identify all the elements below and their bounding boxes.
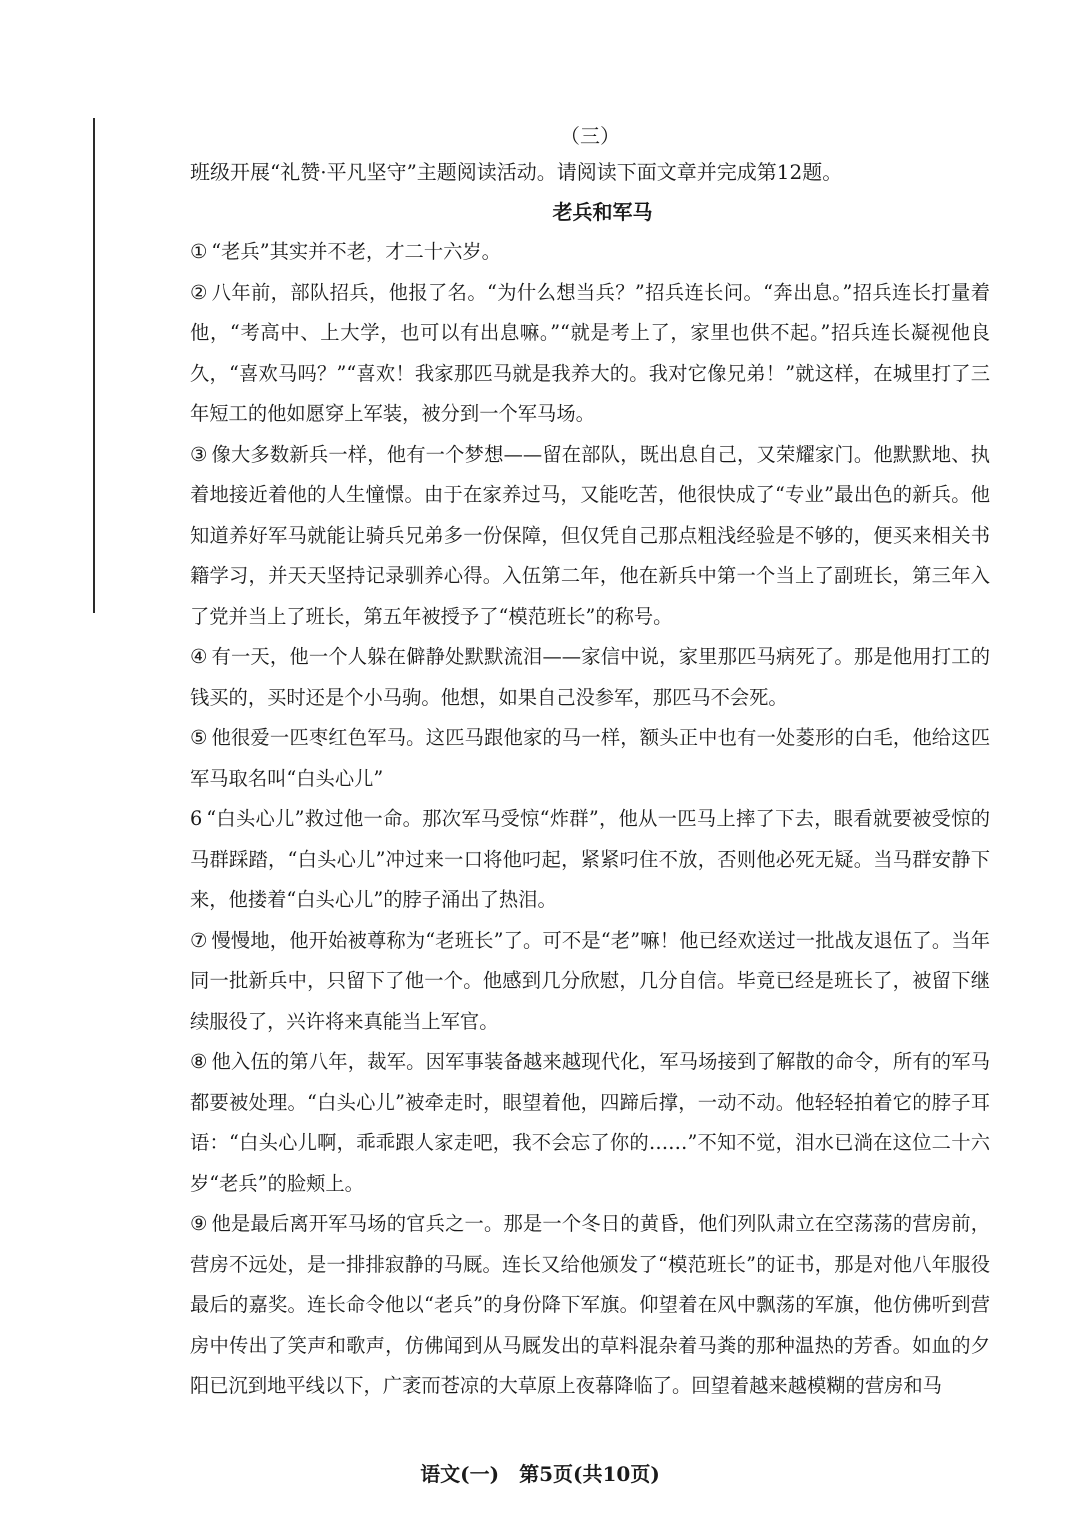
paragraph-number: ⑨ — [190, 1212, 208, 1235]
page-footer: 语文(一) 第5页(共10页) — [420, 1462, 660, 1486]
paragraph-text: “白头心儿”救过他一命。那次军马受惊“炸群”，他从一匹马上摔了下去，眼看就要被受惊的马群踩踏，“白头心儿”冲过来一口将他叼起，紧紧叼住不放，否则他必死无疑。当马群安静下来，他搂着“白头心儿”的脖子涌出了热泪。 — [190, 807, 990, 911]
paragraph-text: 像大多数新兵一样，他有一个梦想——留在部队，既出息自己，又荣耀家门。他默默地、执着地接近着他的人生憧憬。由于在家养过马，又能吃苦，他很快成了“专业”最出色的新兵。他知道养好军马就能让骑兵兄弟多一份保障，但仅凭自己那点粗浅经验是不够的，便买来相关书籍学习，并天天坚持记录驯养心得。入伍第二年，他在新兵中第一个当上了副班长，第三年入了党并当上了班长，第五年被授予了“模范班长”的称号。 — [190, 442, 990, 628]
reading-task-instruction: 班级开展“礼赞·平凡坚守”主题阅读活动。请阅读下面文章并完成第12题。 — [190, 160, 843, 184]
paragraph-1 — [190, 232, 990, 273]
paragraph-3 — [190, 435, 990, 638]
paragraph-5 — [190, 718, 990, 799]
paragraph-4 — [190, 637, 990, 718]
paragraph-number: 6 — [190, 807, 203, 830]
binding-margin-line — [93, 118, 95, 613]
paragraph-6 — [190, 799, 990, 921]
exam-page-body — [190, 120, 990, 1407]
paragraph-number: ⑧ — [190, 1050, 208, 1073]
paragraph-number: ⑦ — [190, 928, 208, 952]
paragraph-number: ⑤ — [190, 726, 208, 749]
paragraph-text: 八年前，部队招兵，他报了名。“为什么想当兵？”招兵连长问。“奔出息。”招兵连长打量着他，“考高中、上大学，也可以有出息嘛。”“就是考上了，家里也供不起。”招兵连长凝视他良久，“喜欢马吗？”“喜欢！我家那匹马就是我养大的。我对它像兄弟！”就这样，在城里打了三年短工的他如愿穿上军装，被分到一个军马场。 — [190, 280, 990, 425]
paragraph-8 — [190, 1042, 990, 1204]
paragraph-text: “老兵”其实并不老，才二十六岁。 — [211, 240, 501, 263]
paragraph-text: 有一天，他一个人躲在僻静处默默流泪——家信中说，家里那匹马病死了。那是他用打工的钱买的，买时还是个小马驹。他想，如果自己没参军，那匹马不会死。 — [190, 645, 990, 709]
section-number: （三） — [560, 124, 620, 148]
paragraph-number: ① — [190, 240, 208, 263]
paragraph-number: ③ — [190, 442, 208, 466]
paragraph-text: 他入伍的第八年，裁军。因军事装备越来越现代化，军马场接到了解散的命令，所有的军马都要被处理。“白头心儿”被牵走时，眼望着他，四蹄后撑，一动不动。他轻轻拍着它的脖子耳语：“白头心儿啊，乖乖跟人家走吧，我不会忘了你的……”不知不觉，泪水已淌在这位二十六岁“老兵”的脸颊上。 — [190, 1050, 990, 1195]
paragraph-7 — [190, 921, 990, 1043]
paragraph-text: 他是最后离开军马场的官兵之一。那是一个冬日的黄昏，他们列队肃立在空荡荡的营房前，营房不远处，是一排排寂静的马厩。连长又给他颁发了“模范班长”的证书，那是对他八年服役最后的嘉奖。连长命令他以“老兵”的身份降下军旗。仰望着在风中飘荡的军旗，他仿佛听到营房中传出了笑声和歌声，仿佛闻到从马厩发出的草料混杂着马粪的那种温热的芳香。如血的夕阳已沉到地平线以下，广袤而苍凉的大草原上夜幕降临了。回望着越来越模糊的营房和马 — [190, 1212, 990, 1397]
paragraph-text: 他很爱一匹枣红色军马。这匹马跟他家的马一样，额头正中也有一处菱形的白毛，他给这匹军马取名叫“白头心儿” — [190, 726, 990, 790]
paragraph-2 — [190, 273, 990, 435]
paragraph-text: 慢慢地，他开始被尊称为“老班长”了。可不是“老”嘛！他已经欢送过一批战友退伍了。当年同一批新兵中，只留下了他一个。他感到几分欣慰，几分自信。毕竟已经是班长了，被留下继续服役了，兴许将来真能当上军官。 — [190, 928, 990, 1033]
paragraph-number: ② — [190, 280, 208, 304]
article-title: 老兵和军马 — [552, 200, 653, 224]
paragraph-9 — [190, 1204, 990, 1407]
paragraph-number: ④ — [190, 645, 208, 668]
